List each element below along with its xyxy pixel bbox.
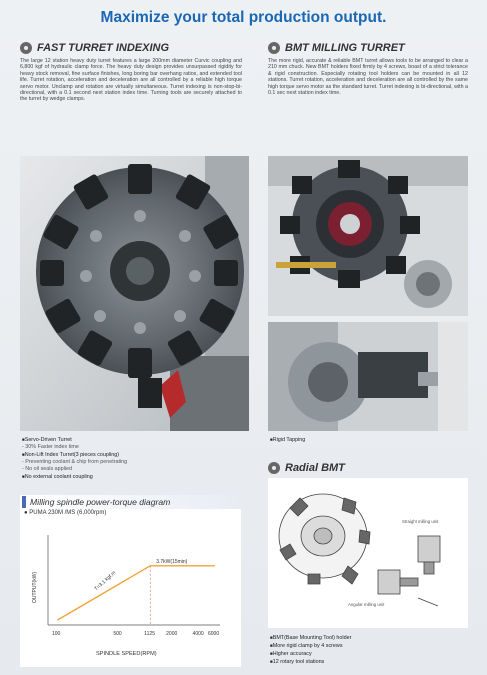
bmt-turret-title: BMT MILLING TURRET [285,42,405,54]
list-item: - No oil seals applied [22,466,73,472]
diagram-title-bar [20,495,241,509]
data-point [213,565,215,567]
fast-turret-bullets [22,436,127,481]
gear-icon [20,42,32,54]
output-curve [58,566,214,620]
data-point [57,619,59,621]
diagram-subtitle: ● PUMA 230M /MS (6,000rpm) [24,510,107,516]
angular-milling-label: Angular milling unit [348,602,385,607]
list-item: ■ Servo-Driven Turret [22,436,127,444]
rigid-tapping-photo [268,322,468,431]
radial-bmt-bullets [270,634,351,666]
x-tick-label: 100 [52,631,61,637]
gear-icon [268,42,280,54]
rigid-tapping-caption-list [270,436,305,444]
x-tick-label: 2000 [166,631,178,637]
list-item: - 30% Faster index time [22,444,79,450]
page-headline: Maximize your total production output. [100,9,387,26]
fast-turret-heading [20,42,169,54]
gear-icon [268,462,280,474]
y-axis-label: OUTPUT(kW) [32,571,38,603]
data-point [149,565,151,567]
x-tick-label: 1125 [144,631,155,637]
power-torque-chart [20,525,241,667]
fast-turret-title: FAST TURRET INDEXING [37,42,170,54]
list-item: ■ 12 rotary tool stations [270,658,351,666]
list-item: ■ More rigid clamp by 4 screws [270,642,351,650]
diagram-subtitle-text: PUMA 230M /MS (6,000rpm) [29,510,107,516]
title-bar-icon [22,496,26,508]
x-tick-label: 6000 [208,631,220,637]
power-annotation: 3.7kW(15min) [156,558,188,565]
list-item: - Preventing coolant & chip from penetrating [22,459,128,465]
radial-bmt-title: Radial BMT [285,462,345,474]
x-tick-label: 500 [113,631,122,637]
list-item: ■ BMT(Base Mounting Tool) holder [270,634,351,642]
list-item: ■ Higher accuracy [270,650,351,658]
x-tick-label: 4000 [192,631,204,637]
turret-photo [20,156,249,431]
torque-annotation: T=3.1 kgf.m [93,570,118,593]
straight-milling-label: Straight milling unit [402,519,439,524]
x-axis-label: SPINDLE SPEED(RPM) [96,651,157,657]
diagram-title: Milling spindle power-torque diagram [30,497,171,507]
radial-bmt-heading [268,462,345,474]
list-item: ■ Non-Lift Index Turret(3 pieces coupling) [22,451,127,459]
rigid-tapping-caption: ■ Rigid Tapping [270,436,305,444]
fast-turret-text: The large 12 station heavy duty turret features a large 200mm diameter Curvic coupling and 6,800 kgf of hydraulic clamp force. The heavy duty design provides unsurpassed rigidity for heavy stock removal, fine surface finishes, long boring bar overhang ratios, and extended tool life. Turret rotation, acceleration and deceleration are all controlled by a reliable high torque servo motor. Unclamp and rotation are virtually simultaneous. Turret indexing is non-stop-bi-directional, with a 0.1 second next station index time. Turning tools are securely attached to the turret by wedge clamps. [20,58,242,103]
list-item: ■ No external coolant coupling [22,473,127,481]
bmt-turret-heading [268,42,405,54]
bmt-turret-text: The more rigid, accurate & reliable BMT turret allows tools to be arranged to clear a 210 mm chuck. New BMT holders fixed firmly by 4 screws, boast of a strict tolerance & rigid construction. Especially rotating tool holders can be mounted in all 12 stations. Turret rotation, acceleration and deceleration are all controlled by the same high torque servo motor as the standard turret. Turret indexing is bi-directional, with a 0.1 sec next station index time. [268,58,468,97]
bmt-turret-photo [268,156,468,316]
